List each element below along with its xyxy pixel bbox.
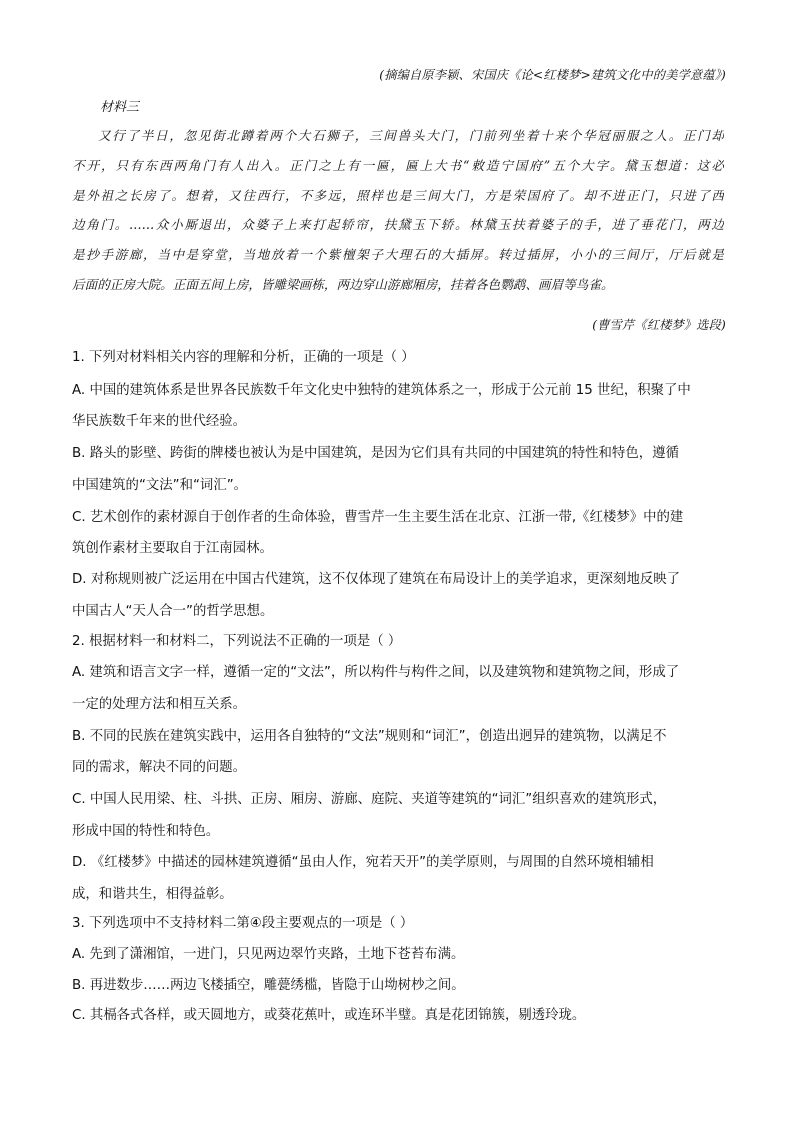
question-2-option-c-cont: 形成中国的特性和特色。 [72,824,220,839]
question-3-option-c: C. 其槅各式各样，或天圆地方，或葵花蕉叶，或连环半璧。真是花团锦簇，剔透玲珑。 [72,1008,586,1023]
question-1-option-a-cont: 华民族数千年来的世代经验。 [72,414,247,429]
question-2-option-b-cont: 同的需求，解决不同的问题。 [72,760,247,775]
question-3-stem: 3. 下列选项中不支持材料二第④段主要观点的一项是（ ） [72,916,414,931]
material3-passage [72,121,724,300]
material3-line: 不开，只有东西两角门有人出入。正门之上有一匾，匾上大书“敕造宁国府”五个大字。黛玉想道：这必 [72,157,724,173]
question-1-option-b-cont: 中国建筑的“文法”和“词汇”。 [72,478,248,493]
source-citation-1: (摘编自原李颖、宋国庆《论<红楼梦>建筑文化中的美学意蕴》) [379,68,726,82]
question-2-stem: 2. 根据材料一和材料二，下列说法不正确的一项是（ ） [72,634,402,649]
material3-line: 边角门。……众小厮退出，众婆子上来打起轿帘，扶黛玉下轿。林黛玉扶着婆子的手，进了垂花门，两边 [72,217,724,233]
question-3-option-a: A. 先到了潇湘馆，一进门，只见两边翠竹夹路，土地下苍苔布满。 [72,947,465,962]
question-2-option-d: D. 《红楼梦》中描述的园林建筑遵循“虽由人作，宛若天开”的美学原则，与周围的自然环境相辅相 [72,855,654,870]
question-2-option-a: A. 建筑和语言文字一样，遵循一定的“文法”，所以构件与构件之间，以及建筑物和建筑物之间，形成了 [72,665,680,680]
question-1-stem: 1. 下列对材料相关内容的理解和分析，正确的一项是（ ） [72,350,415,365]
question-1-option-d-cont: 中国古人“天人合一”的哲学思想。 [72,604,274,619]
material3-heading: 材料三 [100,100,140,115]
question-1-option-d: D. 对称规则被广泛运用在中国古代建筑，这不仅体现了建筑在布局设计上的美学追求，更深刻地反映了 [72,572,681,587]
material3-line: 又行了半日，忽见街北蹲着两个大石狮子，三间兽头大门，门前列坐着十来个华冠丽服之人。正门却 [98,128,724,143]
question-1-option-c: C. 艺术创作的素材源自于创作者的生命体验，曹雪芹一生主要生活在北京、江浙一带,《红楼梦》中的建 [72,510,684,525]
material3-line: 是外祖之长房了。想着，又往西行，不多远，照样也是三间大门，方是荣国府了。却不进正门，只进了西 [72,187,724,203]
question-2-option-d-cont: 成，和谐共生，相得益彰。 [72,887,233,902]
source-citation-2: (曹雪芹《红楼梦》选段) [592,318,726,332]
material3-line: 后面的正房大院。正面五间上房，皆雕梁画栋，两边穿山游廊厢房，挂着各色鹦鹉、画眉等鸟雀。 [72,276,614,292]
question-1-option-b: B. 路头的影壁、跨街的牌楼也被认为是中国建筑，是因为它们具有共同的中国建筑的特性和特色，遵循 [72,446,679,461]
question-2-option-b: B. 不同的民族在建筑实践中，运用各自独特的“文法”规则和“词汇”，创造出迥异的建筑物，以满足不 [72,729,667,744]
question-2-option-a-cont: 一定的处理方法和相互关系。 [72,697,247,712]
question-1-option-a: A. 中国的建筑体系是世界各民族数千年文化史中独特的建筑体系之一，形成于公元前 15 世纪，积聚了中 [72,383,691,398]
material3-line: 是抄手游廊，当中是穿堂，当地放着一个紫檀架子大理石的大插屏。转过插屏，小小的三间厅，厅后就是 [72,247,724,263]
question-2-option-c: C. 中国人民用梁、柱、斗拱、正房、厢房、游廊、庭院、夹道等建筑的“词汇”组织喜欢的建筑形式， [72,792,667,807]
question-1-option-c-cont: 筑创作素材主要取自于江南园林。 [72,541,273,556]
question-3-option-b: B. 再进数步……两边飞楼插空，雕甍绣槛，皆隐于山坳树杪之间。 [72,978,465,993]
